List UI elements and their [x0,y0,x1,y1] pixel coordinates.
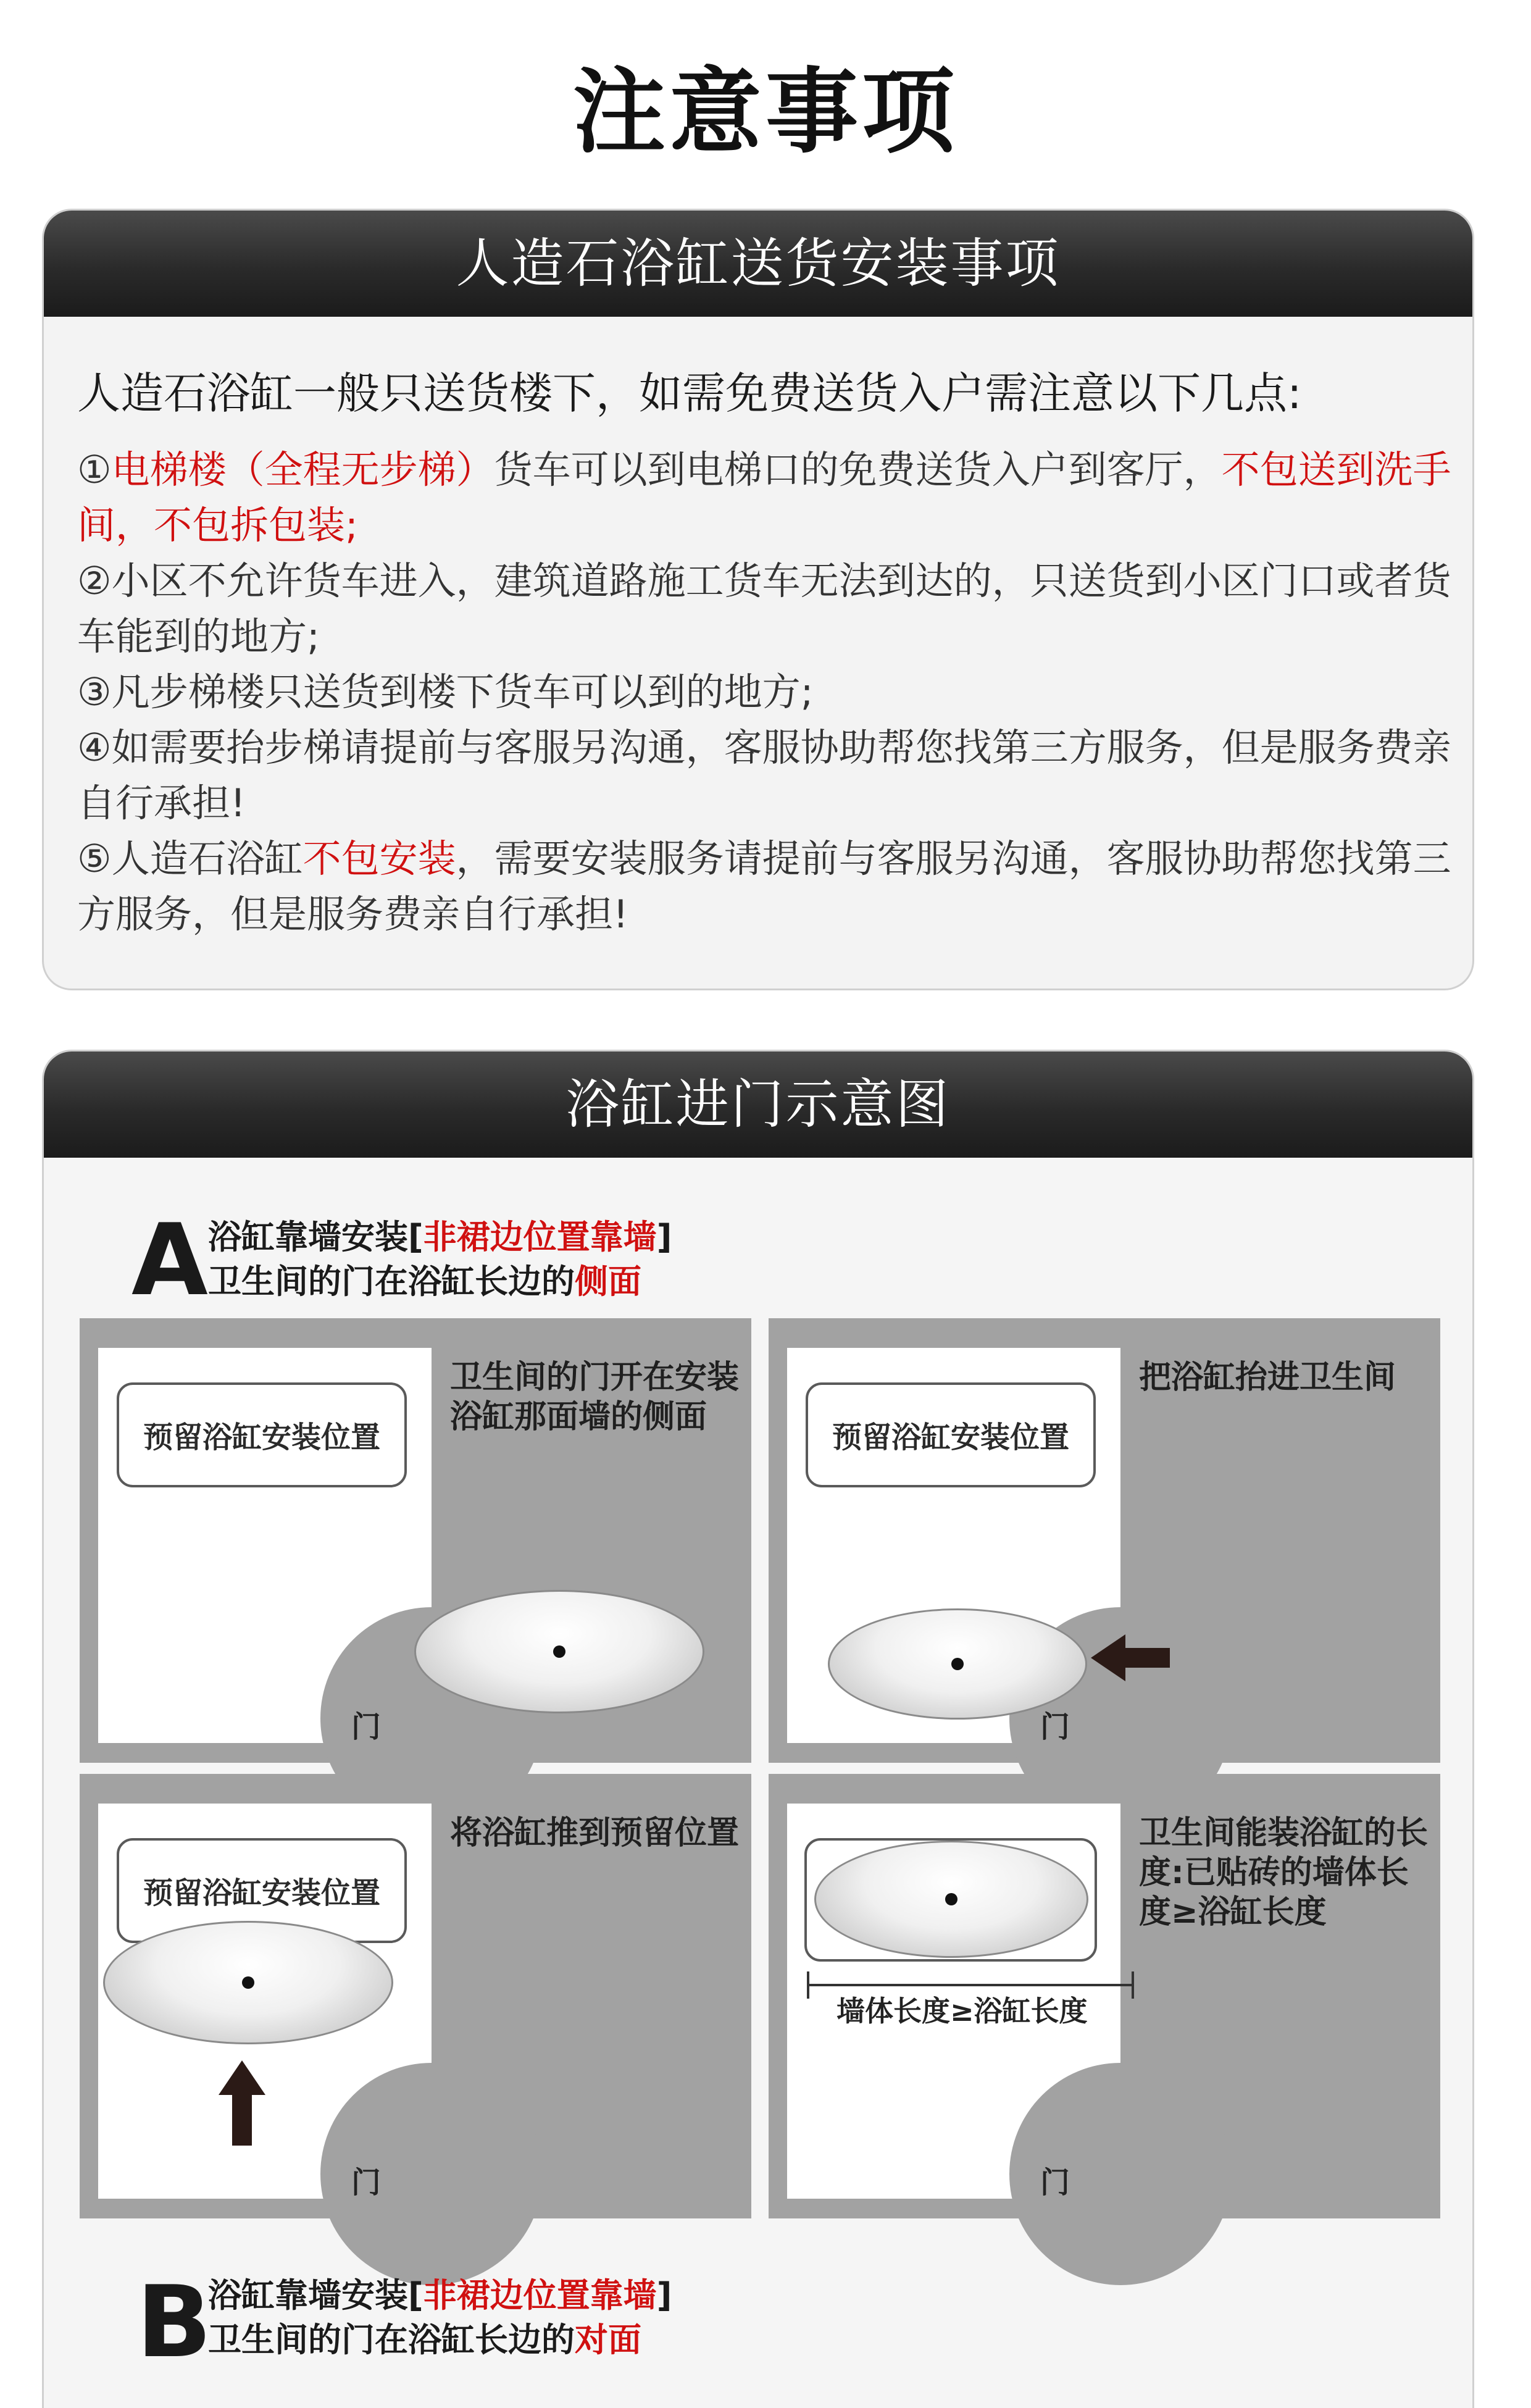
section-a-line-1-red: 非裙边位置靠墙 [423,1218,657,1256]
note-5 [77,831,1454,942]
door-label: 门 [1040,1710,1070,1744]
note-1-part-red: 不包送到洗手间，不包拆包装; [77,447,1451,548]
diagram-panel-1 [80,1318,751,1763]
drain-icon [951,1658,964,1670]
section-b-line-2-red: 对面 [575,2320,641,2359]
section-a-letter: A [131,1202,208,1318]
push-left-arrow-icon [1091,1632,1171,1684]
delivery-note-list [77,442,1454,942]
measure-tick-left [807,1971,809,1999]
drain-icon [242,1976,254,1989]
note-5-part-red: 不包安装 [302,836,456,881]
note-1-part: 货车可以到电梯口的免费送货入户到客厅， [494,447,1222,492]
door-label: 门 [351,2165,382,2200]
diagram-card [42,1050,1474,2408]
panel-3-caption: 将浴缸推到预留位置 [450,1815,740,1852]
note-1-part: ① [77,447,112,492]
delivery-notes-card [42,209,1474,990]
reserved-area: 预留浴缸安装位置 [117,1382,407,1487]
drain-icon [945,1893,957,1905]
section-b-line-1-red: 非裙边位置靠墙 [423,2276,657,2315]
section-a-line-2 [208,1255,641,1303]
section-b-line-1 [208,2269,672,2317]
panel-4-caption: 卫生间能装浴缸的长度:已贴砖的墙体长度≥浴缸长度 [1139,1815,1429,1931]
note-2: ②小区不允许货车进入，建筑道路施工货车无法到达的，只送货到小区门口或者货车能到的地方; [77,558,1451,659]
bathtub-icon [103,1921,393,2044]
delivery-notes-header: 人造石浴缸送货安装事项 [44,211,1472,317]
note-5-part: ⑤人造石浴缸 [77,836,303,881]
section-a-line-1 [208,1211,672,1258]
note-3: ③凡步梯楼只送货到楼下货车可以到的地方; [77,669,814,714]
diagram-panel-4 [769,1774,1440,2218]
delivery-intro: 人造石浴缸一般只送货楼下，如需免费送货入户需注意以下几点: [77,368,1302,419]
page-title: 注意事项 [572,59,958,166]
measure-line [807,1984,1134,1986]
section-a-line-2-text: 卫生间的门在浴缸长边的 [208,1262,575,1301]
drain-icon [553,1645,565,1658]
section-b-line-2 [208,2314,641,2361]
panel-2-caption: 把浴缸抬进卫生间 [1139,1359,1396,1396]
measure-tick-right [1132,1971,1134,1999]
diagram-panel-2 [769,1318,1440,1763]
section-b-line-2-text: 卫生间的门在浴缸长边的 [208,2320,575,2359]
diagram-panel-3 [80,1774,751,2218]
door-label: 门 [351,1710,382,1744]
reserved-area: 预留浴缸安装位置 [806,1382,1096,1487]
section-b-line-1-bracket: ] [656,2276,672,2315]
room-floor [98,1348,432,1743]
note-5-part: ，需要安装服务请提前与客服另沟通，客服协助帮您找第三方服务，但是服务费亲自行承担! [77,836,1451,937]
bathtub-icon [414,1590,704,1713]
section-b-letter: B [136,2264,212,2380]
wall-length-measure [807,1971,1134,2028]
room-floor [98,1804,432,2199]
section-b-line-1-text: 浴缸靠墙安装[ [208,2276,423,2315]
push-up-arrow-icon [219,2060,265,2147]
note-1 [77,442,1454,553]
section-a-line-1-text: 浴缸靠墙安装[ [208,1218,423,1256]
door-label: 门 [1040,2165,1070,2200]
note-4: ④如需要抬步梯请提前与客服另沟通，客服协助帮您找第三方服务，但是服务费亲自行承担! [77,725,1451,826]
bathtub-icon [814,1841,1088,1958]
note-1-part-red: 电梯楼（全程无步梯） [111,447,494,492]
reserved-area: 预留浴缸安装位置 [117,1838,407,1943]
section-a-line-1-bracket: ] [656,1218,672,1256]
section-a-line-2-red: 侧面 [575,1262,641,1301]
measure-label: 墙体长度≥浴缸长度 [832,1989,1093,2030]
bathtub-icon [828,1608,1087,1720]
diagram-header: 浴缸进门示意图 [44,1051,1472,1158]
panel-1-caption: 卫生间的门开在安装浴缸那面墙的侧面 [450,1359,740,1436]
room-floor [787,1804,1120,2199]
